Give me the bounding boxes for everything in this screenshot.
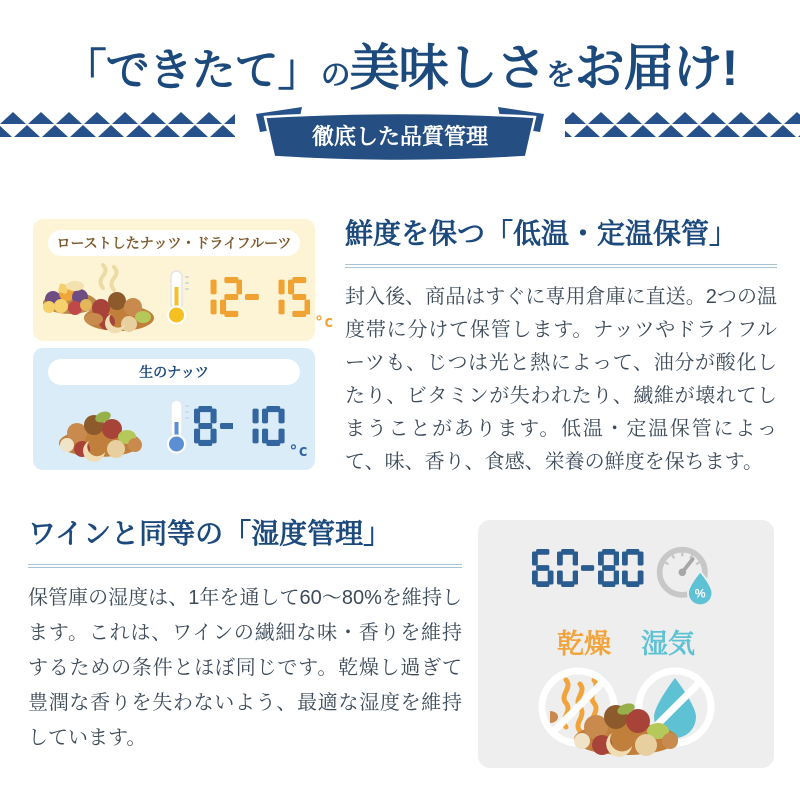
humidity-gauge-icon: [654, 544, 720, 610]
divider-line: [28, 564, 462, 568]
humidity-heading: ワインと同等の「湿度管理」: [28, 518, 392, 549]
humidity-section-text: [28, 512, 462, 756]
decorative-triangle-band: [0, 106, 800, 168]
nuts-illustration: [37, 387, 163, 465]
ribbon-banner: [235, 106, 565, 168]
thermometer-cold-icon: [166, 398, 191, 454]
ribbon-label: 徹底した品質管理: [311, 124, 489, 149]
roasted-temp-card: [33, 219, 334, 341]
temp-unit: °c: [288, 441, 308, 460]
title-part: お届け!: [574, 40, 738, 96]
humidity-range-display: [532, 549, 646, 587]
ribbon-icon: [254, 106, 546, 162]
gauge-percent-label: %: [694, 586, 706, 601]
title-particle: を: [545, 59, 575, 92]
roasted-card-label: ローストしたナッツ・ドライフルーツ: [48, 230, 300, 256]
raw-card-label: 生のナッツ: [48, 359, 300, 385]
divider-line: [345, 264, 777, 268]
temperature-body-text: 封入後、商品はすぐに専用倉庫に直送。2つの温度帯に分けて保管します。ナッツやドライフルーツも、じつは光と熱によって、油分が酸化したり、ビタミンが失われたり、繊維が壊れてしまうことがあります。低温・定温保管によって、味、香り、食感、栄養の鮮度を保ちます。: [345, 286, 777, 473]
humidity-card: [478, 520, 774, 768]
title-part: 美味しさ: [349, 40, 546, 96]
title-part: 「できたて」: [62, 46, 321, 95]
raw-temp-card: [33, 348, 315, 470]
nuts-illustration: [550, 681, 702, 763]
nuts-illustration: [37, 258, 163, 336]
temperature-section-text: [345, 212, 777, 479]
temp-display-roasted: [194, 277, 313, 317]
temperature-heading: 鮮度を保つ「低温・定温保管」: [345, 218, 738, 249]
title-particle: の: [320, 59, 350, 92]
temp-unit: °c: [314, 312, 334, 331]
humid-label: 湿気: [641, 629, 695, 659]
humidity-body-text: 保管庫の湿度は、1年を通して60〜80%を維持します。これは、ワインの繊細な味・香りを維持するための条件とほぼ同じです。乾燥し過ぎて豊潤な香りを失わないよう、最適な湿度を維持しています。: [28, 587, 462, 749]
dry-label: 乾燥: [557, 629, 611, 659]
temp-display-raw: [194, 406, 288, 446]
thermometer-warm-icon: [166, 269, 191, 325]
page-title: [0, 40, 800, 98]
